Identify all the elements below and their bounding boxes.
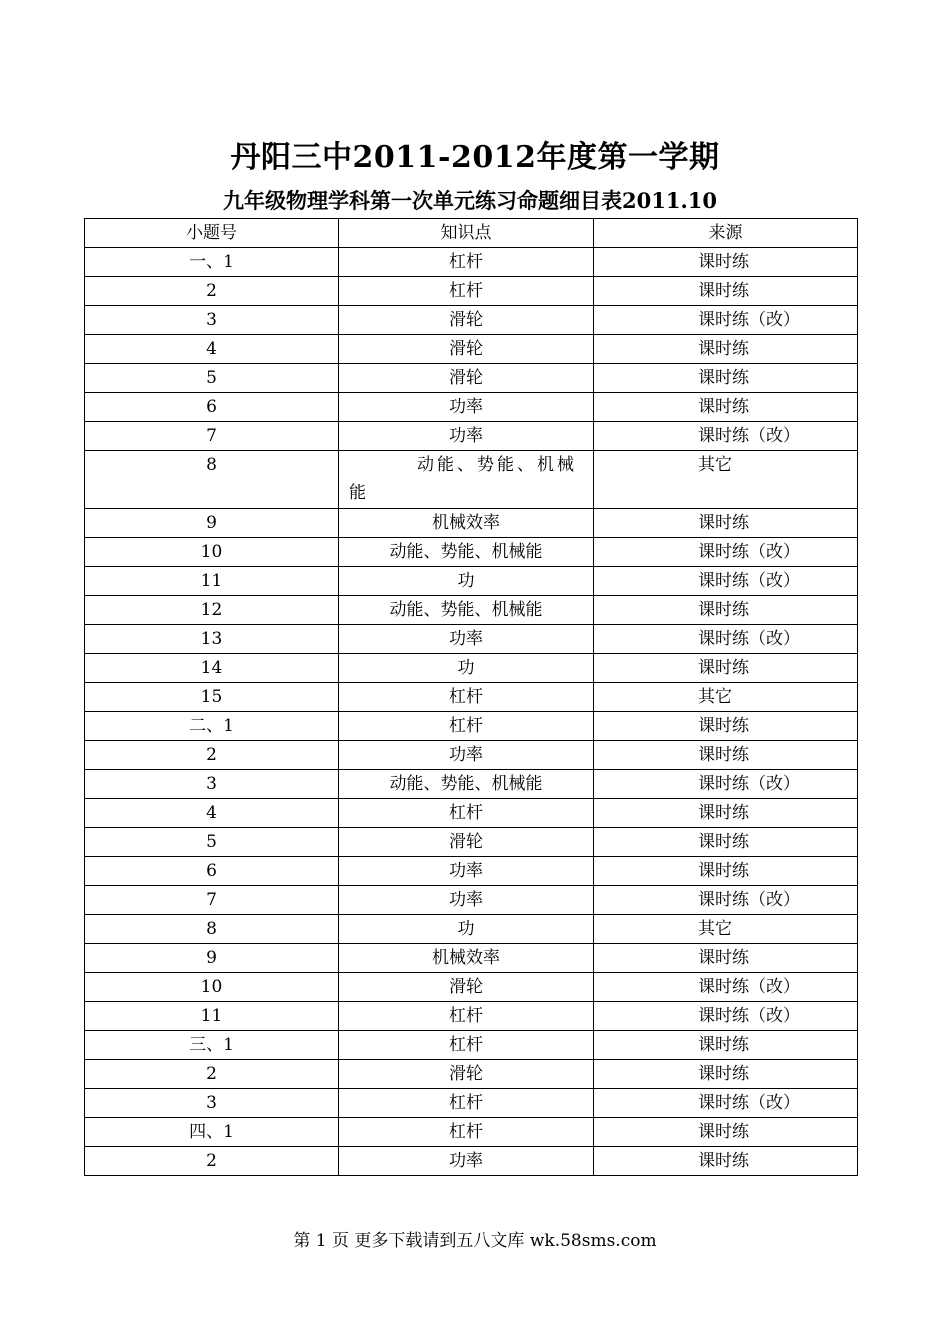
question-number-cell: 9 [85,944,339,973]
table-row [85,712,858,741]
table-row [85,1060,858,1089]
knowledge-point-cell: 杠杆 [339,1118,594,1147]
source-cell: 课时练（改） [594,625,858,654]
question-number-cell: 二、1 [85,712,339,741]
knowledge-point-cell: 功率 [339,1147,594,1176]
knowledge-point-cell: 功率 [339,886,594,915]
question-number-cell: 10 [85,538,339,567]
question-number-cell: 3 [85,770,339,799]
table-row [85,857,858,886]
table-row [85,1089,858,1118]
question-number-cell: 3 [85,1089,339,1118]
header-question-number: 小题号 [85,219,339,248]
source-cell: 课时练（改） [594,538,858,567]
table-row [85,770,858,799]
question-number-cell: 三、1 [85,1031,339,1060]
question-number-cell: 15 [85,683,339,712]
knowledge-point-cell: 功率 [339,625,594,654]
question-number-cell: 4 [85,335,339,364]
source-cell: 课时练 [594,741,858,770]
source-cell: 课时练（改） [594,770,858,799]
knowledge-point-cell: 滑轮 [339,828,594,857]
source-cell: 课时练 [594,393,858,422]
source-cell: 课时练 [594,799,858,828]
knowledge-point-cell: 动能、势能、机械能 [339,770,594,799]
question-number-cell: 8 [85,915,339,944]
source-cell: 课时练 [594,857,858,886]
table-row [85,654,858,683]
source-cell: 其它 [594,683,858,712]
source-cell: 其它 [594,451,858,509]
question-breakdown-table [84,218,858,1176]
knowledge-point-cell: 滑轮 [339,306,594,335]
question-number-cell: 14 [85,654,339,683]
source-cell: 课时练（改） [594,306,858,335]
source-cell: 课时练 [594,335,858,364]
knowledge-point-cell [339,451,594,509]
table-row [85,915,858,944]
knowledge-point-cell: 机械效率 [339,509,594,538]
knowledge-point-cell: 滑轮 [339,1060,594,1089]
question-number-cell: 2 [85,741,339,770]
knowledge-point-cell: 杠杆 [339,248,594,277]
knowledge-point-cell: 功 [339,567,594,596]
question-number-cell: 3 [85,306,339,335]
table-row [85,567,858,596]
knowledge-point-cell: 功率 [339,422,594,451]
question-number-cell: 6 [85,393,339,422]
source-cell: 课时练 [594,248,858,277]
table-row [85,364,858,393]
source-cell: 课时练 [594,712,858,741]
source-cell: 课时练 [594,509,858,538]
source-cell: 课时练 [594,944,858,973]
table-row [85,944,858,973]
question-number-cell: 5 [85,828,339,857]
source-cell: 其它 [594,915,858,944]
table-row [85,596,858,625]
table-header-row [85,219,858,248]
question-number-cell: 13 [85,625,339,654]
knowledge-point-text: 动能、势能、机械 能 [349,455,577,503]
knowledge-point-cell: 机械效率 [339,944,594,973]
question-number-cell: 6 [85,857,339,886]
table-row [85,973,858,1002]
knowledge-point-cell: 动能、势能、机械能 [339,538,594,567]
source-cell: 课时练 [594,1118,858,1147]
question-number-cell: 5 [85,364,339,393]
knowledge-point-cell: 杠杆 [339,799,594,828]
source-cell: 课时练（改） [594,1089,858,1118]
question-number-cell: 7 [85,886,339,915]
knowledge-point-cell: 杠杆 [339,712,594,741]
knowledge-point-cell: 功率 [339,393,594,422]
knowledge-point-cell: 杠杆 [339,277,594,306]
source-cell: 课时练（改） [594,1002,858,1031]
source-cell: 课时练 [594,654,858,683]
knowledge-point-cell: 杠杆 [339,1002,594,1031]
knowledge-point-cell: 功 [339,915,594,944]
table-row [85,306,858,335]
knowledge-point-cell: 滑轮 [339,973,594,1002]
source-cell: 课时练 [594,1147,858,1176]
question-number-cell: 2 [85,1147,339,1176]
header-knowledge-point: 知识点 [339,219,594,248]
source-cell: 课时练（改） [594,886,858,915]
header-source: 来源 [594,219,858,248]
table-row [85,1002,858,1031]
question-number-cell: 12 [85,596,339,625]
knowledge-point-cell: 杠杆 [339,683,594,712]
knowledge-point-cell: 功率 [339,741,594,770]
table-row [85,828,858,857]
table-row [85,277,858,306]
question-number-cell: 四、1 [85,1118,339,1147]
table-row [85,683,858,712]
question-number-cell: 9 [85,509,339,538]
source-cell: 课时练 [594,596,858,625]
question-number-cell: 11 [85,1002,339,1031]
question-number-cell: 一、1 [85,248,339,277]
table-row [85,335,858,364]
table-row [85,1031,858,1060]
table-row [85,393,858,422]
source-cell: 课时练 [594,828,858,857]
source-cell: 课时练（改） [594,973,858,1002]
page-footer: 第 1 页 更多下载请到五八文库 wk.58sms.com [293,1231,657,1251]
question-number-cell: 2 [85,277,339,306]
source-cell: 课时练 [594,1031,858,1060]
table-row [85,248,858,277]
document-title: 丹阳三中2011-2012年度第一学期 [230,140,720,175]
table-row [85,509,858,538]
knowledge-point-cell: 功率 [339,857,594,886]
question-number-cell: 11 [85,567,339,596]
knowledge-point-cell: 功 [339,654,594,683]
document-subtitle: 九年级物理学科第一次单元练习命题细目表2011.10 [223,188,717,213]
knowledge-point-cell: 杠杆 [339,1089,594,1118]
question-number-cell: 10 [85,973,339,1002]
source-cell: 课时练（改） [594,422,858,451]
source-cell: 课时练 [594,364,858,393]
table-row [85,538,858,567]
source-cell: 课时练 [594,277,858,306]
knowledge-point-cell: 滑轮 [339,364,594,393]
table-row [85,799,858,828]
table-row [85,451,858,509]
question-number-cell: 2 [85,1060,339,1089]
table-row [85,1147,858,1176]
table-row [85,625,858,654]
table-row [85,741,858,770]
table-row [85,1118,858,1147]
question-number-cell: 4 [85,799,339,828]
table-row [85,886,858,915]
source-cell: 课时练（改） [594,567,858,596]
knowledge-point-cell: 滑轮 [339,335,594,364]
knowledge-point-cell: 动能、势能、机械能 [339,596,594,625]
source-cell: 课时练 [594,1060,858,1089]
question-number-cell: 7 [85,422,339,451]
table-row [85,422,858,451]
knowledge-point-cell: 杠杆 [339,1031,594,1060]
question-number-cell: 8 [85,451,339,509]
